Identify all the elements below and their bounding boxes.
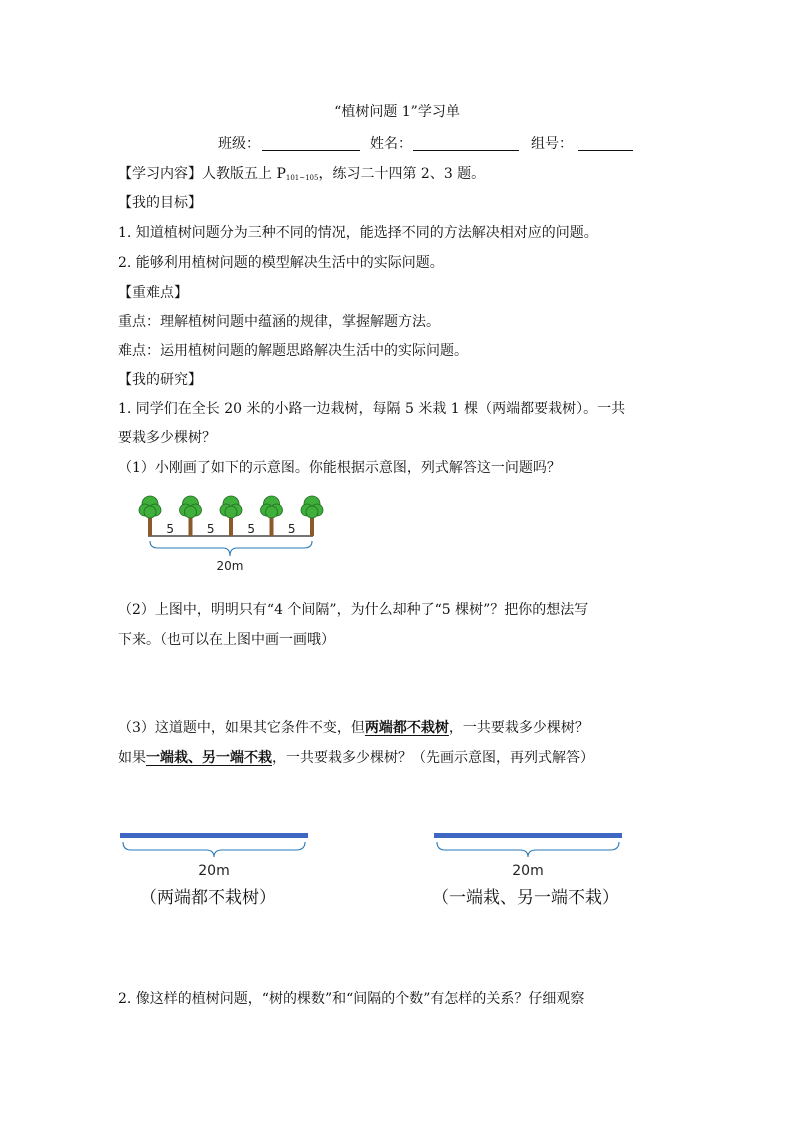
goal-item: 1. 知道植树问题分为三种不同的情况，能选择不同的方法解决相对应的问题。 <box>118 225 598 241</box>
page-title: “植树问题 1”学习单 <box>334 104 460 120</box>
tree-icon <box>180 496 202 536</box>
q3-text-d: ，一共要栽多少棵树？（先画示意图，再列式解答） <box>272 750 594 766</box>
tree-icon <box>301 496 323 536</box>
brace <box>123 842 305 857</box>
question-1-part-3-line-1 <box>118 718 589 738</box>
length-label: 20m <box>198 863 230 879</box>
interval-label: 5 <box>247 522 256 536</box>
focus-text: 重点：理解植树问题中蕴涵的规律，掌握解题方法。 <box>118 314 440 330</box>
question-1-part-3-line-2 <box>118 748 594 768</box>
q3-text-c: 如果 <box>118 750 146 766</box>
interval-label: 5 <box>206 522 215 536</box>
length-label: 20m <box>512 863 544 879</box>
left-road-diagram[interactable] <box>118 830 314 880</box>
goals-heading: 【我的目标】 <box>118 195 202 211</box>
tree-diagram <box>128 490 328 582</box>
key-points-heading: 【重难点】 <box>118 285 188 301</box>
q3-text-b: ，一共要栽多少棵树？ <box>448 720 589 736</box>
right-diagram-caption: （一端栽、另一端不栽） <box>432 888 619 908</box>
right-road-diagram[interactable] <box>432 830 628 880</box>
research-heading: 【我的研究】 <box>118 372 202 388</box>
content-prefix: 【学习内容】人教版五上 P <box>118 166 286 182</box>
name-label: 姓名： <box>370 136 412 152</box>
question-2: 2. 像这样的植树问题，“树的棵数”和“间隔的个数”有怎样的关系？仔细观察 <box>118 991 585 1007</box>
left-diagram-caption: （两端都不栽树） <box>140 888 276 908</box>
road-bar <box>434 833 622 838</box>
difficulty-text: 难点：运用植树问题的解题思路解决生活中的实际问题。 <box>118 343 468 359</box>
question-1-line-1: 1. 同学们在全长 20 米的小路一边栽树，每隔 5 米栽 1 棵（两端都要栽树）。一共 <box>118 401 626 417</box>
interval-label: 5 <box>166 522 175 536</box>
total-brace <box>150 541 312 556</box>
group-label: 组号： <box>531 136 573 152</box>
name-blank[interactable] <box>413 136 519 151</box>
group-blank[interactable] <box>578 136 633 151</box>
q3-emphasis-one-end: 一端栽、另一端不栽 <box>146 750 272 766</box>
content-suffix: ，练习二十四第 2、3 题。 <box>318 166 486 182</box>
tree-icon <box>220 496 242 536</box>
goal-item: 2. 能够利用植树问题的模型解决生活中的实际问题。 <box>118 255 444 271</box>
tree-icon <box>261 496 283 536</box>
road-bar <box>120 833 308 838</box>
tree-icon <box>139 496 161 536</box>
q3-emphasis-both-ends: 两端都不栽树 <box>364 720 449 736</box>
question-1-part-2-line-1: （2）上图中，明明只有“4 个间隔”，为什么却种了“5 棵树”？把你的想法写 <box>118 602 589 618</box>
question-1-part-1: （1）小刚画了如下的示意图。你能根据示意图，列式解答这一问题吗？ <box>118 460 561 476</box>
class-label: 班级： <box>218 136 260 152</box>
learning-content <box>118 164 485 188</box>
content-pages: 101~105 <box>285 174 319 182</box>
total-length-label: 20m <box>216 559 244 573</box>
brace <box>437 842 619 857</box>
question-1-part-2-line-2: 下来。（也可以在上图中画一画哦） <box>118 632 335 648</box>
q3-text-a: （3）这道题中，如果其它条件不变，但 <box>118 720 365 736</box>
class-blank[interactable] <box>262 136 360 151</box>
question-1-line-2: 要栽多少棵树？ <box>118 430 216 446</box>
interval-label: 5 <box>287 522 296 536</box>
